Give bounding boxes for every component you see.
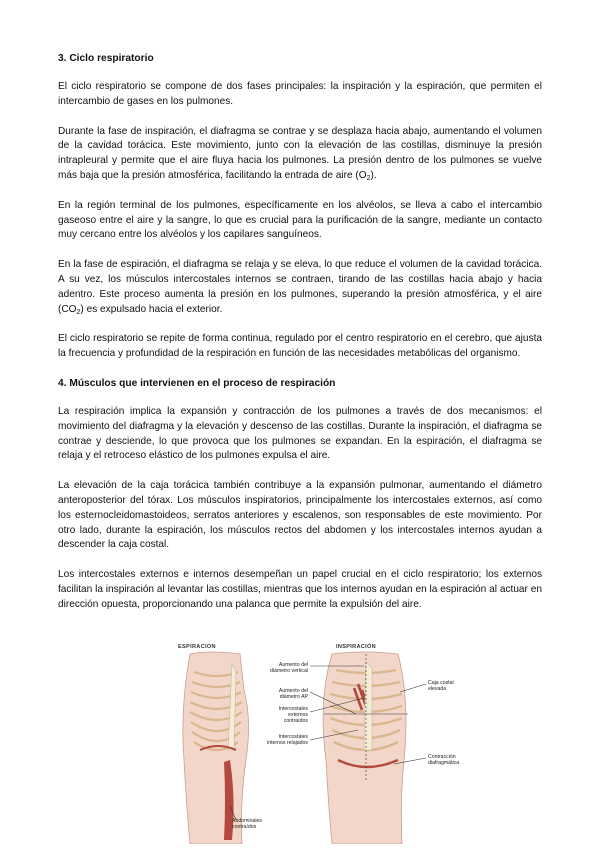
section-3-paragraph-5: El ciclo respiratorio se repite de forma continua, regulado por el centro respiratorio en el cerebro, que ajusta la frecuencia y profundidad de la respiración en función de las necesidades metabólicas del organismo. <box>58 333 542 360</box>
expiration-title: ESPIRACION <box>178 644 216 650</box>
section-4-paragraph-2: La elevación de la caja torácica también contribuye a la expansión pulmonar, aumentando el diámetro anteroposterior del tórax. Los músculos inspiratorios, principalmente los intercostales externos, así como los esternocleidomastoideos, serratos anteriores y escalenos, son responsables de este movimiento. Por otro lado, durante la espiración, los músculos rectos del abdomen y los intercostales internos ayudan a descender la caja costal. <box>58 480 542 551</box>
section-4-paragraph-3: Los intercostales externos e internos desempeñan un papel crucial en el ciclo respiratorio; los externos facilitan la inspiración al levantar las costillas, mientras que los internos ayudan en la espiración al actuar en dirección opuesta, proporcionando una palanca que permite la expulsión del aire. <box>58 569 542 610</box>
section-3-paragraph-1: El ciclo respiratorio se compone de dos fases principales: la inspiración y la espiración, que permiten el intercambio de gases en los pulmones. <box>58 81 542 107</box>
label-contraccion-diafragmatica: Contracción diafragmática <box>428 754 460 766</box>
section-4-heading: 4. Músculos que intervienen en el proceso de respiración <box>58 377 336 389</box>
document-page <box>58 52 542 830</box>
inspiration-leader-lines <box>308 654 430 774</box>
section-4-paragraph-1: La respiración implica la expansión y contracción de los pulmones a través de dos mecanismos: el movimiento del diafragma y la elevación y descenso de las costillas. Durante la inspiración, el diafragma se contrae y desciende, lo que provoca que los pulmones se expandan. En la espiración, el diafragma se relaja y el retroceso elástico de los pulmones expulsa el aire. <box>58 405 542 462</box>
label-intercostales-internos: Intercostales internos relajados <box>267 734 308 746</box>
section-3-paragraph-4: En la fase de espiración, el diafragma se relaja y se eleva, lo que reduce el volumen de la cavidad torácica. A su vez, los músculos intercostales internos se contraen, tirando de las costillas hacia abajo y hacia adentro. Este proceso aumenta la presión en los pulmones, superando la presión atmosférica, y el aire $(CO_2)$ es expulsado hacia el exterior. <box>58 259 542 316</box>
label-diametro-vertical: Aumento del diámetro vertical <box>269 662 308 674</box>
label-intercostales-externos: Intercostales externos contraídos <box>278 706 308 724</box>
abdominal-leader-line <box>228 804 248 824</box>
label-caja-costal: Caja costal elevada <box>428 680 454 692</box>
section-3-paragraph-2: Durante la fase de inspiración, el diafragma se contrae y se desplaza hacia abajo, aumentando el volumen de la cavidad torácica. Este movimiento, junto con la elevación de las costillas, disminuye la presión intrapleural y permite que el aire fluya hacia los pulmones. La presión dentro de los pulmones se vuelve más baja que la presión atmosférica, facilitando la entrada de aire $(O_2)$. <box>58 125 542 182</box>
breathing-figure <box>58 644 542 844</box>
label-diametro-ap: Aumento del diámetro AP <box>278 688 308 700</box>
section-3-paragraph-3: En la región terminal de los pulmones, específicamente en los alvéolos, se lleva a cabo el intercambio gaseoso entre el aire y la sangre, lo que es crucial para la purificación de la sangre, mediante un contacto muy cercano entre los alvéolos y los capilares sanguíneos. <box>58 199 542 241</box>
label-abdominales: Abdominales contraídos <box>232 818 262 830</box>
section-3-heading: 3. Ciclo respiratorio <box>58 53 154 64</box>
expiration-torso-illustration <box>170 650 262 844</box>
inspiration-title: INSPIRACIÓN <box>336 644 376 650</box>
